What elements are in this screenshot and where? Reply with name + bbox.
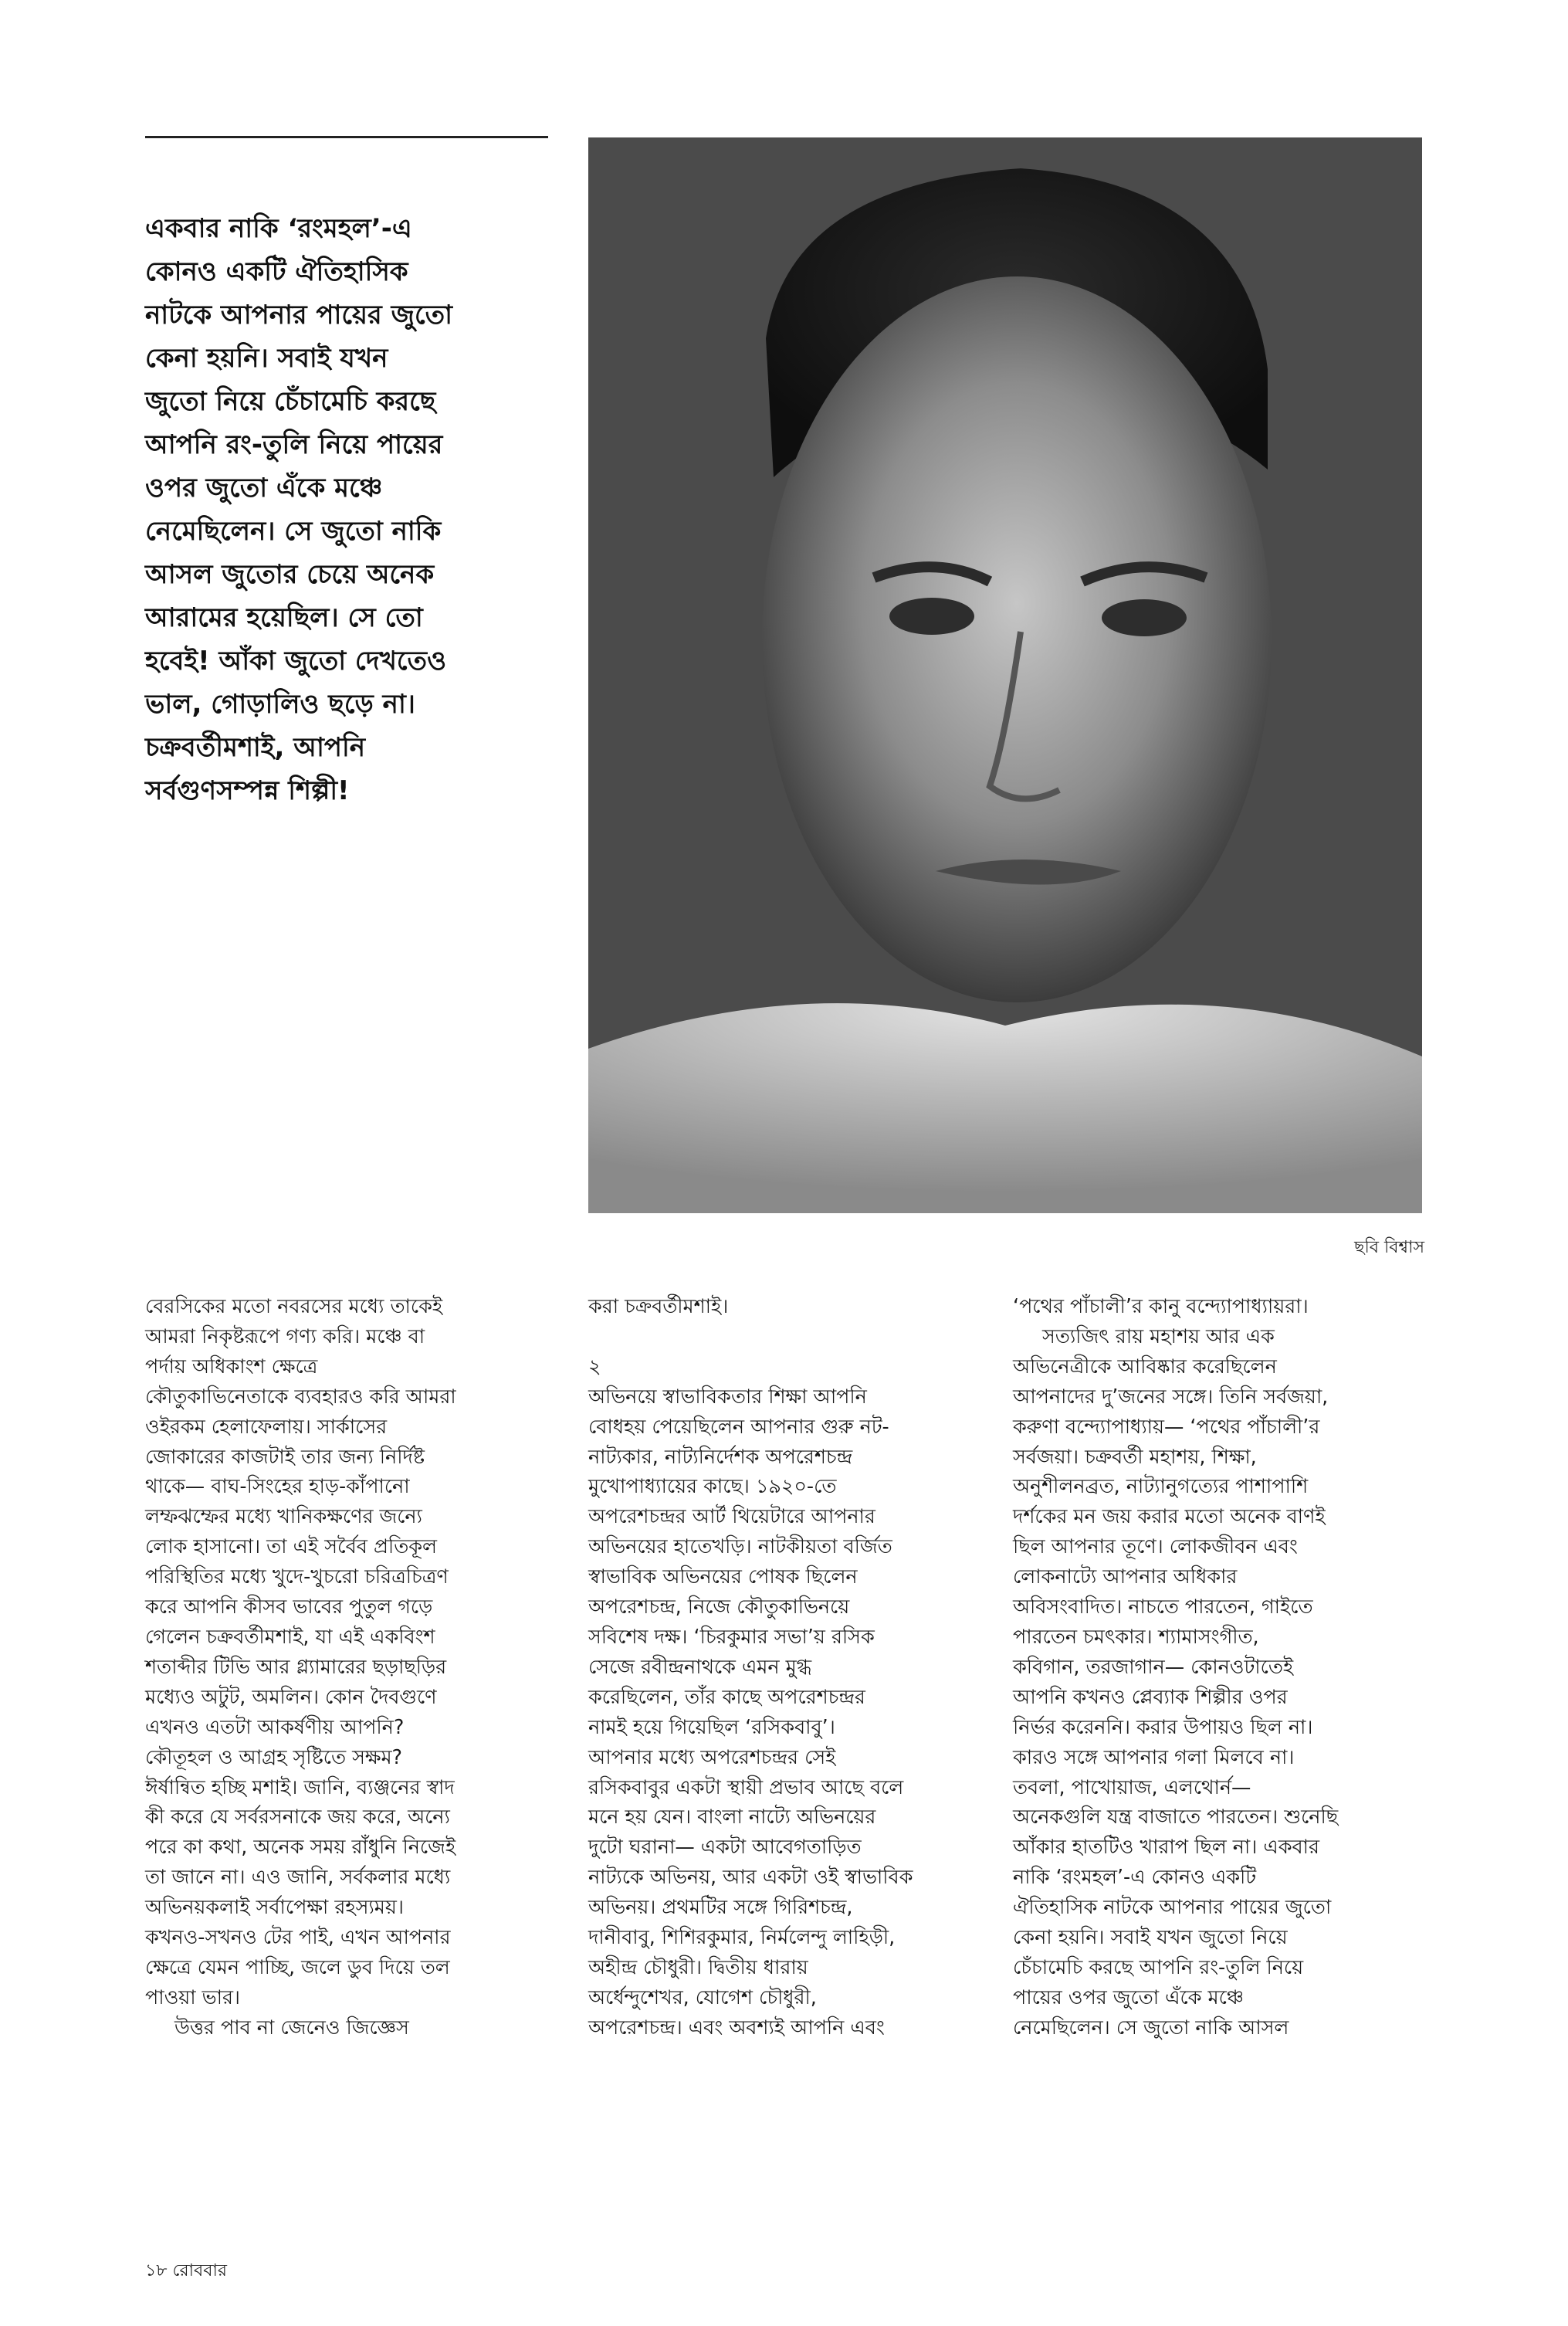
body-line: করুণা বন্দ্যোপাধ্যায়— ‘পথের পাঁচালী’র (1013, 1414, 1320, 1438)
pull-quote-line: ভাল, গোড়ালিও ছড়ে না। (145, 689, 415, 720)
body-line: ছিল আপনার তূণে। লোকজীবন এবং (1013, 1534, 1298, 1558)
pull-quote-line: একবার নাকি ‘রংমহল’-এ (145, 213, 412, 244)
pull-quote-line: নেমেছিলেন। সে জুতো নাকি (145, 516, 442, 547)
body-line: মুখোপাধ্যায়ের কাছে। ১৯২০-তে (588, 1474, 837, 1498)
pull-quote-line: জুতো নিয়ে চেঁচামেচি করছে (145, 386, 436, 417)
body-line: ক্ষেত্রে যেমন পাচ্ছি, জলে ডুব দিয়ে তল (145, 1955, 450, 1978)
pull-quote-line: নাটকে আপনার পায়ের জুতো (145, 300, 453, 331)
body-line: রসিকবাবুর একটা স্থায়ী প্রভাব আছে বলে (588, 1775, 904, 1799)
body-line: ঈর্ষান্বিত হচ্ছি মশাই। জানি, ব্যঞ্জনের স্বাদ (145, 1775, 455, 1799)
portrait-photo (588, 137, 1422, 1213)
body-line: করে আপনি কীসব ভাবের পুতুল গড়ে (145, 1595, 433, 1619)
pull-quote-line: ওপর জুতো এঁকে মঞ্চে (145, 473, 383, 504)
body-line: আপনার মধ্যে অপরেশচন্দ্রর সেই (588, 1744, 836, 1768)
body-line: পারতেন চমৎকার। শ্যামাসংগীত, (1013, 1624, 1259, 1648)
body-line: মধ্যেও অটুট, অমলিন। কোন দৈবগুণে (145, 1684, 437, 1708)
body-line: নাট্যকে অভিনয়, আর একটা ওই স্বাভাবিক (588, 1865, 913, 1889)
body-line: ‘পথের পাঁচালী’র কানু বন্দ্যোপাধ্যায়রা। (1013, 1294, 1309, 1317)
body-line: দানীবাবু, শিশিরকুমার, নির্মলেন্দু লাহিড়ী, (588, 1925, 896, 1949)
body-line: কেনা হয়নি। সবাই যখন জুতো নিয়ে (1013, 1925, 1288, 1949)
body-line: সত্যজিৎ রায় মহাশয় আর এক (1042, 1324, 1275, 1348)
body-line: গেলেন চক্রবর্তীমশাই, যা এই একবিংশ (145, 1624, 435, 1648)
pull-quote-line: কেনা হয়নি। সবাই যখন (145, 343, 388, 374)
body-line: থাকে— বাঘ-সিংহের হাড়-কাঁপানো (145, 1474, 410, 1498)
body-line: নেমেছিলেন। সে জুতো নাকি আসল (1013, 2015, 1289, 2039)
body-line: অবিসংবাদিত। নাচতে পারতেন, গাইতে (1013, 1595, 1313, 1619)
body-line: অনেকগুলি যন্ত্র বাজাতে পারতেন। শুনেছি (1013, 1805, 1339, 1829)
body-line: মনে হয় যেন। বাংলা নাট্যে অভিনয়ের (588, 1805, 876, 1829)
body-line: নাট্যকার, নাট্যনির্দেশক অপরেশচন্দ্র (588, 1444, 853, 1468)
body-line: অভিনয়ে স্বাভাবিকতার শিক্ষা আপনি (588, 1384, 867, 1408)
pull-quote-line: আরামের হয়েছিল। সে তো (145, 602, 423, 633)
body-line: তা জানে না। এও জানি, সর্বকলার মধ্যে (145, 1865, 451, 1889)
body-line: দুটো ঘরানা— একটা আবেগতাড়িত (588, 1835, 862, 1859)
body-line: আপনি কখনও প্লেব্যাক শিল্পীর ওপর (1013, 1684, 1288, 1708)
body-line: লোক হাসানো। তা এই সর্বৈব প্রতিকূল (145, 1534, 437, 1558)
body-line: সেজে রবীন্দ্রনাথকে এমন মুগ্ধ (588, 1654, 812, 1678)
body-line: কবিগান, তরজাগান— কোনওটাতেই (1013, 1654, 1294, 1678)
body-line: আঁকার হাতটিও খারাপ ছিল না। একবার (1013, 1835, 1319, 1859)
body-line: কৌতূহল ও আগ্রহ সৃষ্টিতে সক্ষম? (145, 1744, 403, 1768)
portrait-illustration (588, 137, 1422, 1213)
body-line: বেরসিকের মতো নবরসের মধ্যে তাকেই (145, 1294, 443, 1317)
top-rule (145, 136, 548, 138)
pull-quote-line: আসল জুতোর চেয়ে অনেক (145, 559, 435, 590)
body-line: উত্তর পাব না জেনেও জিজ্ঞেস (174, 2015, 409, 2039)
text-column-3 (1013, 1291, 1445, 2043)
spacer-line (588, 1321, 1021, 1351)
body-line: কী করে যে সর্বরসনাকে জয় করে, অন্যে (145, 1805, 450, 1829)
body-line: পরে কা কথা, অনেক সময় রাঁধুনি নিজেই (145, 1835, 456, 1859)
section-number: ২ (588, 1354, 601, 1378)
body-line: অভিনয়ের হাতেখড়ি। নাটকীয়তা বর্জিত (588, 1534, 892, 1558)
body-line: অর্ধেন্দুশেখর, যোগেশ চৌধুরী, (588, 1985, 817, 2009)
body-line: চেঁচামেচি করছে আপনি রং-তুলি নিয়ে (1013, 1955, 1304, 1978)
pull-quote-line: কোনও একটি ঐতিহাসিক (145, 256, 408, 287)
text-column-2 (588, 1291, 1021, 2043)
page-folio: ১৮ রোববার (145, 2261, 227, 2280)
body-line: এখনও এতটা আকর্ষণীয় আপনি? (145, 1714, 405, 1738)
body-line: কারও সঙ্গে আপনার গলা মিলবে না। (1013, 1744, 1295, 1768)
photo-caption: ছবি বিশ্বাস (1354, 1238, 1424, 1257)
body-line: অহীন্দ্র চৌধুরী। দ্বিতীয় ধারায় (588, 1955, 808, 1978)
pull-quote-line: আপনি রং-তুলি নিয়ে পায়ের (145, 429, 443, 460)
body-line: শতাব্দীর টিভি আর গ্ল্যামারের ছড়াছড়ির (145, 1654, 447, 1678)
body-line: অভিনয়। প্রথমটির সঙ্গে গিরিশচন্দ্র, (588, 1895, 853, 1919)
body-line: করা চক্রবর্তীমশাই। (588, 1294, 729, 1317)
body-line: স্বাভাবিক অভিনয়ের পোষক ছিলেন (588, 1565, 858, 1589)
body-line: জোকারের কাজটাই তার জন্য নির্দিষ্ট (145, 1444, 425, 1468)
body-line: অনুশীলনব্রত, নাট্যানুগত্যের পাশাপাশি (1013, 1474, 1309, 1498)
body-line: লম্ফঝম্ফের মধ্যে খানিকক্ষণের জন্যে (145, 1504, 422, 1528)
body-line: পায়ের ওপর জুতো এঁকে মঞ্চে (1013, 1985, 1245, 2009)
body-line: কখনও-সখনও টের পাই, এখন আপনার (145, 1925, 451, 1949)
body-line: পাওয়া ভার। (145, 1985, 241, 2009)
body-line: সর্বজয়া। চক্রবর্তী মহাশয়, শিক্ষা, (1013, 1444, 1257, 1468)
body-line: অপরেশচন্দ্রর আর্ট থিয়েটারে আপনার (588, 1504, 875, 1528)
pull-quote (145, 207, 577, 812)
body-line: পরিস্থিতির মধ্যে খুদে-খুচরো চরিত্রচিত্রণ (145, 1565, 449, 1589)
body-line: দর্শকের মন জয় করার মতো অনেক বাণই (1013, 1504, 1326, 1528)
pull-quote-line: সর্বগুণসম্পন্ন শিল্পী! (145, 775, 350, 806)
text-column-1 (145, 1291, 577, 2043)
body-line: সবিশেষ দক্ষ। ‘চিরকুমার সভা’য় রসিক (588, 1624, 875, 1648)
body-line: পর্দায় অধিকাংশ ক্ষেত্রে (145, 1354, 318, 1378)
body-line: আপনাদের দু’জনের সঙ্গে। তিনি সর্বজয়া, (1013, 1384, 1329, 1408)
pull-quote-line: হবেই! আঁকা জুতো দেখতেও (145, 646, 447, 676)
body-line: নির্ভর করেননি। করার উপায়ও ছিল না। (1013, 1714, 1313, 1738)
body-line: কৌতুকাভিনেতাকে ব্যবহারও করি আমরা (145, 1384, 456, 1408)
body-line: লোকনাট্যে আপনার অধিকার (1013, 1565, 1238, 1589)
body-line: অভিনেত্রীকে আবিষ্কার করেছিলেন (1013, 1354, 1277, 1378)
body-line: করেছিলেন, তাঁর কাছে অপরেশচন্দ্রর (588, 1684, 865, 1708)
body-line: ঐতিহাসিক নাটকে আপনার পায়ের জুতো (1013, 1895, 1332, 1919)
body-line: নাকি ‘রংমহল’-এ কোনও একটি (1013, 1865, 1257, 1889)
body-line: নামই হয়ে গিয়েছিল ‘রসিকবাবু’। (588, 1714, 835, 1738)
pull-quote-line: চক্রবর্তীমশাই, আপনি (145, 732, 365, 763)
body-line: অভিনয়কলাই সর্বাপেক্ষা রহস্যময়। (145, 1895, 404, 1919)
body-line: তবলা, পাখোয়াজ, এলথোর্ন— (1013, 1775, 1251, 1799)
body-line: ওইরকম হেলাফেলায়। সার্কাসের (145, 1414, 388, 1438)
body-line: অপরেশচন্দ্র। এবং অবশ্যই আপনি এবং (588, 2015, 885, 2039)
body-line: বোধহয় পেয়েছিলেন আপনার গুরু নট- (588, 1414, 889, 1438)
body-line: অপরেশচন্দ্র, নিজে কৌতুকাভিনয়ে (588, 1595, 850, 1619)
body-line: আমরা নিকৃষ্টরূপে গণ্য করি। মঞ্চে বা (145, 1324, 425, 1348)
